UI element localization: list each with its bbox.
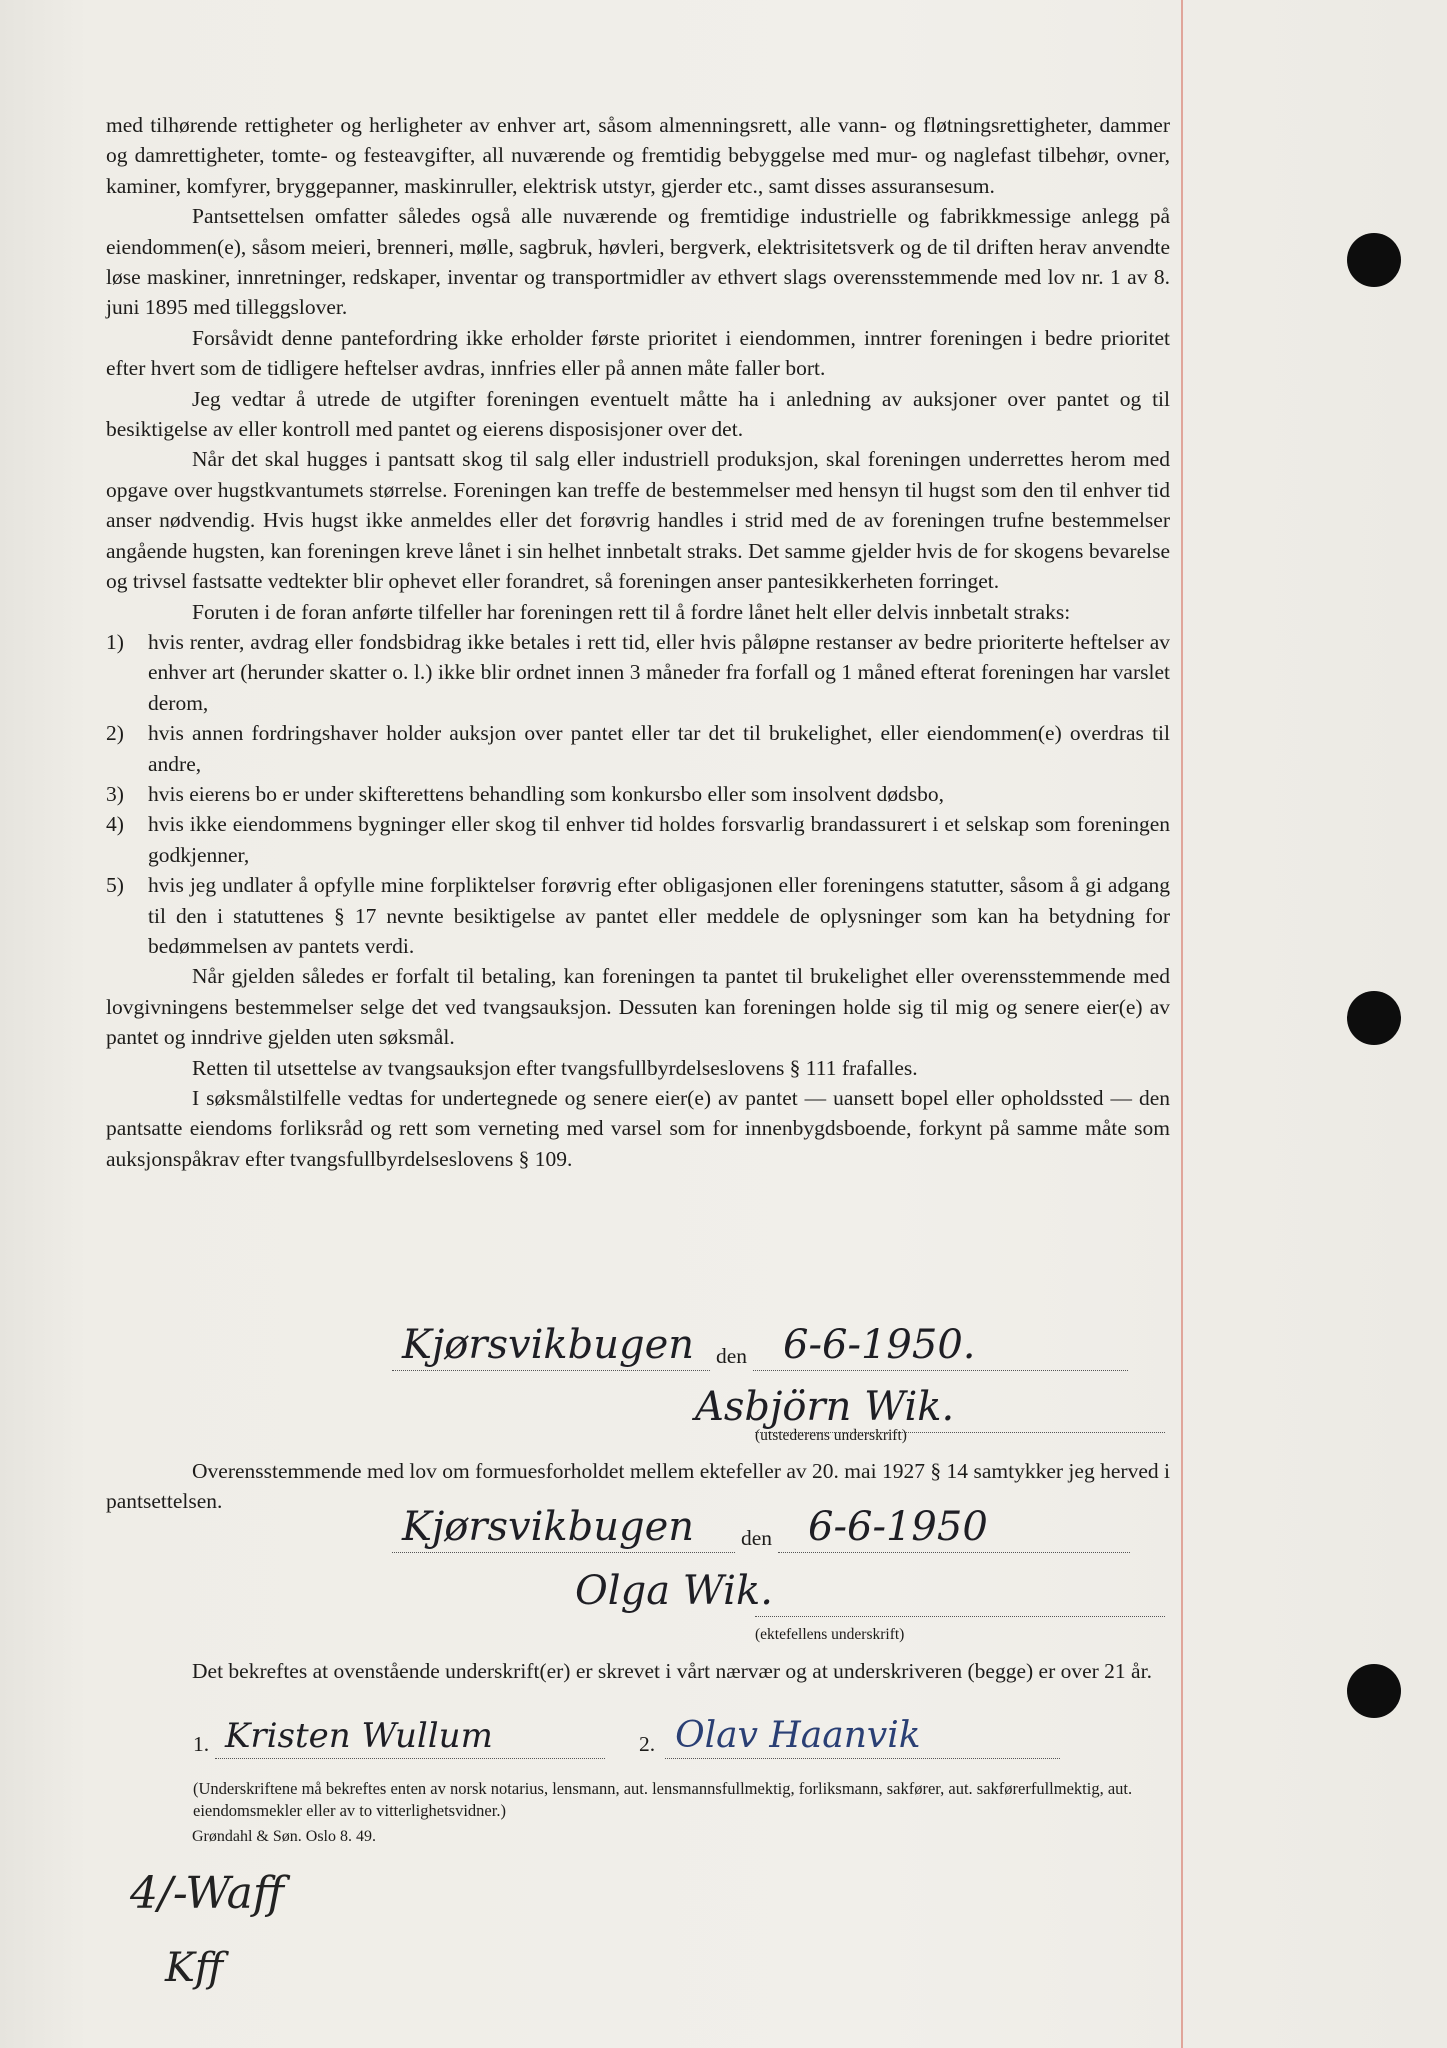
paragraph: Det bekreftes at ovenstående underskrift(er) er skrevet i vårt nærvær og at underskriveren (begge) er over 21 år. xyxy=(192,1659,1152,1683)
list-text: hvis annen fordringshaver holder auksjon over pantet eller tar det til brukelighet, eller eiendommen(e) overdras til andre, xyxy=(148,721,1170,776)
margin-note: Kff xyxy=(165,1945,224,1991)
printer-imprint: Grøndahl & Søn. Oslo 8. 49. xyxy=(192,1828,376,1845)
list-item xyxy=(106,809,1170,870)
spouse-date-line xyxy=(778,1504,1130,1553)
list-text: hvis jeg undlater å opfylle mine forpliktelser forøvrig efter obligasjonen eller foreningens statutter, såsom å gi adgang til den i statuttenes § 17 nevnte besiktigelse av pantet eller meddele de oplysninger som kan ha betydning for bedømmelsen av pantets verdi. xyxy=(148,873,1170,958)
margin-note: 4/-Waff xyxy=(130,1868,285,1919)
list-item xyxy=(106,870,1170,961)
issuer-place-date-row xyxy=(392,1322,1128,1371)
list-number: 1) xyxy=(106,629,124,654)
issuer-signature: Asbjörn Wik. xyxy=(695,1384,955,1430)
list-text: hvis renter, avdrag eller fondsbidrag ikke betales i rett tid, eller hvis påløpne restanser av bedre prioriterte heftelser av enhver art (herunder skatter o. l.) ikke blir ordnet innen 3 måneder fra forfall og 1 måned efterat foreningen har varslet derom, xyxy=(148,629,1170,715)
spouse-signature: Olga Wik. xyxy=(575,1568,773,1614)
paragraph: Foruten i de foran anførte tilfeller har foreningen rett til å fordre lånet helt eller delvis innbetalt straks: xyxy=(192,599,1071,624)
witness-signature: Olav Haanvik xyxy=(675,1715,921,1756)
paragraph: med tilhørende rettigheter og herligheter av enhver art, såsom almenningsrett, alle vann- og fløtningsrettigheter, dammer og damrettigheter, tomte- og festeavgifter, all nuværende og fremtidig bebyggelse med mur- og naglefast tilbehør, ovner, kaminer, komfyrer, bryggepanner, maskinruller, elektrisk utstyr, gjerder etc., samt disses assuransesum. xyxy=(106,113,1170,198)
issuer-caption: (utstederens underskrift) xyxy=(755,1427,907,1444)
punch-hole xyxy=(1347,991,1401,1045)
paragraph: Når det skal hugges i pantsatt skog til salg eller industriell produksjon, skal foreningen underrettes herom med opgave over hugstkvantumets størrelse. Foreningen kan treffe de bestemmelser med hensyn til hugst som den til enhver tid anser nødvendig. Hvis hugst ikke anmeldes eller det forøvrig handles i strid med de av foreningen trufne bestemmelser angående hugsten, kan foreningen kreve lånet i sin helhet innbetalt straks. Det samme gjelder hvis de for skogens bevarelse og trivsel fastsatte vedtekter blir ophevet eller forandret, så foreningen anser pantesikkerheten forringet. xyxy=(106,447,1170,594)
witness-signature: Kristen Wullum xyxy=(225,1716,493,1756)
paragraph: Overensstemmende med lov om formuesforholdet mellem ektefeller av 20. mai 1927 § 14 samtykker jeg herved i pantsettelsen. xyxy=(106,1459,1170,1514)
witness-note-text: (Underskriftene må bekreftes enten av norsk notarius, lensmann, aut. lensmannsfullmektig, forliksmann, sakfører, aut. sakførerfullmektig, aut. eiendomsmekler eller av to vitterlighetsvidner.) xyxy=(193,1779,1133,1820)
issuer-date: 6-6-1950. xyxy=(783,1322,976,1368)
witness-line xyxy=(215,1716,605,1759)
spouse-date: 6-6-1950 xyxy=(808,1504,988,1550)
list-item xyxy=(106,718,1170,779)
punch-hole xyxy=(1347,1664,1401,1718)
list-number: 5) xyxy=(106,873,124,898)
paragraph: Retten til utsettelse av tvangsauksjon efter tvangsfullbyrdelseslovens § 111 frafalles. xyxy=(192,1055,918,1080)
paragraph: Jeg vedtar å utrede de utgifter foreningen eventuelt måtte ha i anledning av auksjoner over pantet og til besiktigelse av eller kontroll med pantet og eierens disposisjoner over det. xyxy=(106,386,1170,442)
issuer-place: Kjørsvikbugen xyxy=(402,1322,695,1368)
den-label: den xyxy=(716,1344,748,1368)
spouse-caption: (ektefellens underskrift) xyxy=(755,1626,905,1643)
paragraph: I søksmålstilfelle vedtas for undertegnede og senere eier(e) av pantet — uansett bopel eller opholdssted — den pantsatte eiendoms forliksråd og rett som verneting med varsel som for innenbygdsboende, forkynt på samme måte som auksjonspåkrav efter tvangsfullbyrdelseslovens § 109. xyxy=(106,1086,1170,1171)
punch-hole xyxy=(1347,233,1401,287)
list-text: hvis ikke eiendommens bygninger eller skog til enhver tid holdes forsvarlig brandassurert i et selskap som foreningen godkjenner, xyxy=(148,812,1170,867)
witness-note xyxy=(193,1778,1173,1822)
issuer-place-line xyxy=(392,1322,710,1371)
witness-line xyxy=(665,1715,1060,1759)
list-text: hvis eierens bo er under skifterettens behandling som konkursbo eller som insolvent dødsbo, xyxy=(148,781,944,806)
margin-rule xyxy=(1181,0,1183,2048)
witness-row xyxy=(193,1715,1060,1759)
list-item xyxy=(106,627,1170,718)
spouse-place: Kjørsvikbugen xyxy=(402,1504,695,1550)
spouse-signature-line xyxy=(575,1568,1165,1617)
den-label: den xyxy=(741,1526,773,1550)
paragraph: Når gjelden således er forfalt til betaling, kan foreningen ta pantet til brukelighet eller overensstemmende med lovgivningens bestemmelser selge det ved tvangsauksjon. Dessuten kan foreningen holde sig til mig og senere eier(e) av pantet og inndrive gjelden uten søksmål. xyxy=(106,964,1170,1050)
paragraph: Pantsettelsen omfatter således også alle nuværende og fremtidige industrielle og fabrikkmessige anlegg på eiendommen(e), såsom meieri, brenneri, mølle, sagbruk, høvleri, bergverk, elektrisitetsverk og de til driften herav anvendte løse maskiner, innretninger, redskaper, inventar og transportmidler av ethvert slags overensstemmende med lov nr. 1 av 8. juni 1895 med tilleggslover. xyxy=(106,204,1170,320)
spouse-place-date-row xyxy=(392,1504,1130,1553)
body-text xyxy=(106,110,1170,1174)
list-number: 3) xyxy=(106,781,124,806)
witness-number: 1. xyxy=(193,1732,210,1756)
list-item xyxy=(106,779,1170,809)
list-number: 2) xyxy=(106,721,124,746)
list-number: 4) xyxy=(106,812,124,837)
spouse-signature-row xyxy=(575,1568,1165,1617)
issuer-date-line xyxy=(753,1322,1128,1371)
paragraph: Forsåvidt denne pantefordring ikke erholder første prioritet i eiendommen, inntrer foreningen i bedre prioritet efter hvert som de tidligere heftelser avdras, innfries eller på annen måte faller bort. xyxy=(106,325,1170,381)
spouse-place-line xyxy=(392,1504,735,1553)
witness-number: 2. xyxy=(639,1732,656,1756)
witness-statement xyxy=(106,1656,1170,1686)
